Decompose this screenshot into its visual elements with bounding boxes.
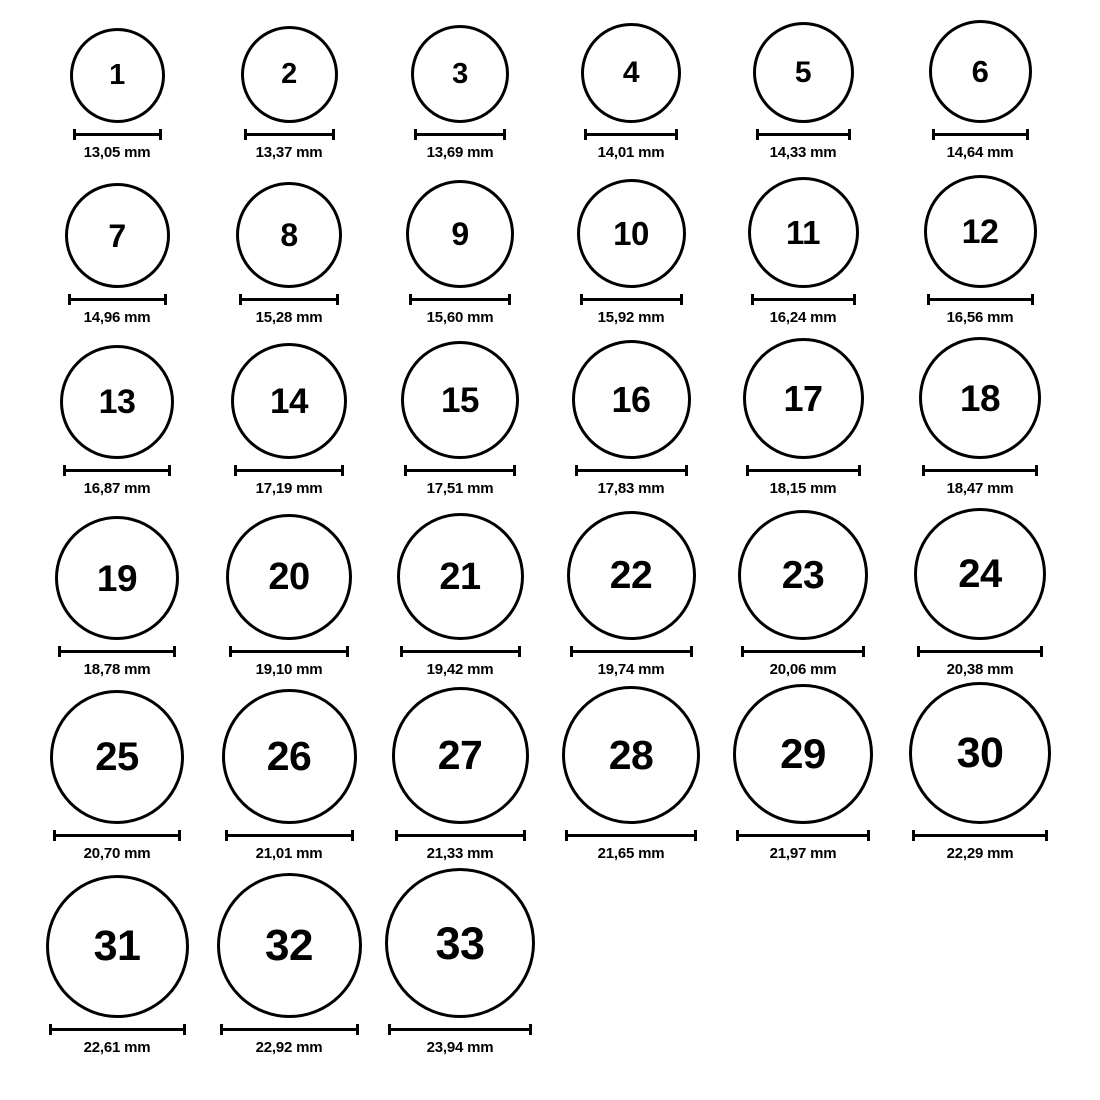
ring-number: 28 [608,731,654,778]
ring-measure-bar [756,129,851,140]
ring-measure-bar [404,465,516,476]
ring-size-item [370,25,550,161]
ring-size-item [27,516,207,678]
ring-size-item [541,511,721,678]
ring-size-item [890,20,1070,161]
ring-number: 12 [961,212,999,251]
ring-size-item [370,868,550,1056]
ring-measure-line [922,469,1038,472]
ring-size-item [370,513,550,678]
ring-number: 26 [266,733,312,779]
ring-size-item [27,875,207,1056]
ring-diameter-label: 23,94 mm [426,1039,494,1056]
ring-number: 24 [958,552,1002,596]
ring-circle [385,868,535,1018]
ring-diameter-label: 14,96 mm [83,309,151,326]
ring-number: 25 [95,735,139,779]
ring-diameter-label: 17,19 mm [255,480,323,497]
ring-measure-line [388,1028,532,1031]
ring-measure-bar [917,646,1043,657]
ring-size-item [713,684,893,862]
ring-diameter-label: 20,38 mm [946,661,1014,678]
ring-diameter-label: 16,24 mm [769,309,837,326]
ring-circle [226,514,352,640]
ring-number: 32 [265,920,313,970]
ring-circle [748,177,859,288]
ring-diameter-label: 18,78 mm [83,661,151,678]
ring-diameter-label: 20,70 mm [83,845,151,862]
ring-number: 2 [281,58,297,90]
ring-circle [929,20,1032,123]
ring-size-item [199,514,379,678]
ring-size-item [713,22,893,161]
ring-measure-bar [409,294,511,305]
ring-measure-bar [736,830,870,841]
ring-circle [50,690,184,824]
ring-number: 5 [794,55,812,89]
ring-number: 19 [96,557,138,599]
ring-number: 10 [613,215,649,252]
ring-number: 31 [93,922,141,970]
ring-number: 13 [98,383,136,421]
ring-number: 15 [441,380,479,420]
ring-measure-line [917,650,1043,653]
ring-measure-bar [414,129,506,140]
ring-number: 22 [609,554,653,597]
ring-measure-line [400,650,521,653]
ring-measure-line [229,650,349,653]
ring-number: 3 [452,57,468,90]
ring-measure-bar [912,830,1048,841]
ring-size-item [713,177,893,326]
ring-diameter-label: 14,01 mm [597,144,665,161]
ring-measure-bar [234,465,344,476]
ring-size-item [199,26,379,161]
ring-measure-bar [751,294,856,305]
ring-circle [231,343,347,459]
ring-measure-line [239,298,339,301]
ring-diameter-label: 16,87 mm [83,480,151,497]
ring-number: 1 [109,59,125,91]
ring-circle [65,183,170,288]
ring-size-item [541,340,721,497]
ring-circle [222,689,357,824]
ring-measure-line [565,834,697,837]
ring-number: 8 [280,217,298,253]
ring-circle [567,511,696,640]
ring-size-item [199,873,379,1056]
ring-circle [577,179,686,288]
ring-diameter-label: 15,60 mm [426,309,494,326]
ring-circle [733,684,873,824]
ring-measure-line [736,834,870,837]
ring-size-item [541,686,721,862]
ring-measure-bar [584,129,678,140]
ring-size-item [713,338,893,497]
ring-number: 21 [439,555,481,598]
ring-diameter-label: 15,92 mm [597,309,665,326]
ring-diameter-label: 13,05 mm [83,144,151,161]
ring-measure-line [409,298,511,301]
ring-number: 14 [270,381,308,421]
ring-circle [60,345,174,459]
ring-measure-line [912,834,1048,837]
ring-measure-line [756,133,851,136]
ring-number: 9 [451,216,469,252]
ring-measure-line [584,133,678,136]
ring-measure-bar [388,1024,532,1035]
ring-size-item [890,175,1070,326]
ring-circle [46,875,189,1018]
ring-number: 16 [611,378,651,420]
ring-measure-line [927,298,1034,301]
ring-number: 11 [786,214,820,251]
ring-measure-line [575,469,688,472]
ring-circle [924,175,1037,288]
ring-number: 4 [622,56,640,89]
ring-diameter-label: 18,47 mm [946,480,1014,497]
ring-measure-line [404,469,516,472]
ring-measure-line [751,298,856,301]
ring-circle [401,341,519,459]
ring-number: 33 [435,917,485,969]
ring-measure-bar [244,129,335,140]
ring-size-item [199,689,379,862]
ring-measure-bar [395,830,526,841]
ring-number: 20 [268,556,310,598]
ring-measure-bar [63,465,171,476]
ring-measure-bar [746,465,861,476]
ring-measure-bar [49,1024,186,1035]
ring-size-item [27,345,207,497]
ring-size-item [541,179,721,326]
ring-number: 29 [780,730,826,777]
ring-size-item [370,180,550,326]
ring-circle [55,516,179,640]
ring-circle [743,338,864,459]
ring-size-item [713,510,893,678]
ring-diameter-label: 22,61 mm [83,1039,151,1056]
ring-measure-line [234,469,344,472]
ring-measure-bar [220,1024,359,1035]
ring-measure-line [53,834,181,837]
ring-measure-line [63,469,171,472]
ring-circle [572,340,691,459]
ring-number: 17 [783,377,823,419]
ring-measure-bar [225,830,354,841]
ring-measure-bar [73,129,162,140]
ring-measure-line [414,133,506,136]
ring-size-item [27,690,207,862]
ring-measure-line [932,133,1029,136]
ring-measure-line [395,834,526,837]
ring-diameter-label: 20,06 mm [769,661,837,678]
ring-measure-bar [570,646,693,657]
ring-size-item [27,183,207,326]
ring-diameter-label: 17,83 mm [597,480,665,497]
ring-size-item [890,337,1070,497]
ring-diameter-label: 19,42 mm [426,661,494,678]
ring-diameter-label: 19,74 mm [597,661,665,678]
ring-size-item [370,687,550,862]
ring-diameter-label: 13,69 mm [426,144,494,161]
ring-circle [919,337,1041,459]
ring-circle [914,508,1046,640]
ring-measure-bar [68,294,167,305]
ring-measure-bar [741,646,865,657]
ring-measure-line [73,133,162,136]
ring-number: 30 [956,728,1004,777]
ring-circle [411,25,509,123]
ring-size-item [27,28,207,161]
ring-circle [581,23,681,123]
ring-measure-line [244,133,335,136]
ring-number: 18 [959,377,1001,419]
ring-measure-line [58,650,176,653]
ring-measure-bar [927,294,1034,305]
ring-diameter-label: 14,64 mm [946,144,1014,161]
ring-size-item [890,682,1070,862]
ring-measure-bar [400,646,521,657]
ring-measure-line [68,298,167,301]
ring-diameter-label: 21,01 mm [255,845,323,862]
ring-circle [753,22,854,123]
ring-circle [217,873,362,1018]
ring-circle [392,687,529,824]
ring-circle [236,182,342,288]
ring-diameter-label: 18,15 mm [769,480,837,497]
ring-diameter-label: 17,51 mm [426,480,494,497]
ring-measure-line [580,298,683,301]
ring-diameter-label: 14,33 mm [769,144,837,161]
ring-measure-line [49,1028,186,1031]
ring-measure-bar [239,294,339,305]
ring-circle [241,26,338,123]
ring-size-item [541,23,721,161]
ring-measure-bar [565,830,697,841]
ring-size-item [199,182,379,326]
ring-measure-bar [922,465,1038,476]
ring-diameter-label: 16,56 mm [946,309,1014,326]
ring-diameter-label: 15,28 mm [255,309,323,326]
ring-measure-bar [932,129,1029,140]
ring-circle [397,513,524,640]
ring-diameter-label: 21,65 mm [597,845,665,862]
ring-measure-bar [575,465,688,476]
ring-number: 7 [108,217,126,254]
ring-measure-bar [580,294,683,305]
ring-diameter-label: 19,10 mm [255,661,323,678]
ring-size-item [890,508,1070,678]
ring-size-item [199,343,379,497]
ring-measure-line [225,834,354,837]
ring-measure-bar [53,830,181,841]
ring-number: 23 [781,553,825,597]
ring-diameter-label: 21,33 mm [426,845,494,862]
ring-diameter-label: 13,37 mm [255,144,323,161]
ring-circle [738,510,868,640]
ring-circle [70,28,165,123]
ring-diameter-label: 22,29 mm [946,845,1014,862]
ring-size-item [370,341,550,497]
ring-circle [562,686,700,824]
ring-measure-line [746,469,861,472]
ring-measure-bar [58,646,176,657]
ring-measure-bar [229,646,349,657]
ring-number: 27 [437,732,483,778]
ring-diameter-label: 22,92 mm [255,1039,323,1056]
ring-number: 6 [971,54,989,89]
ring-measure-line [220,1028,359,1031]
ring-circle [406,180,514,288]
ring-circle [909,682,1051,824]
ring-measure-line [570,650,693,653]
ring-diameter-label: 21,97 mm [769,845,837,862]
ring-measure-line [741,650,865,653]
